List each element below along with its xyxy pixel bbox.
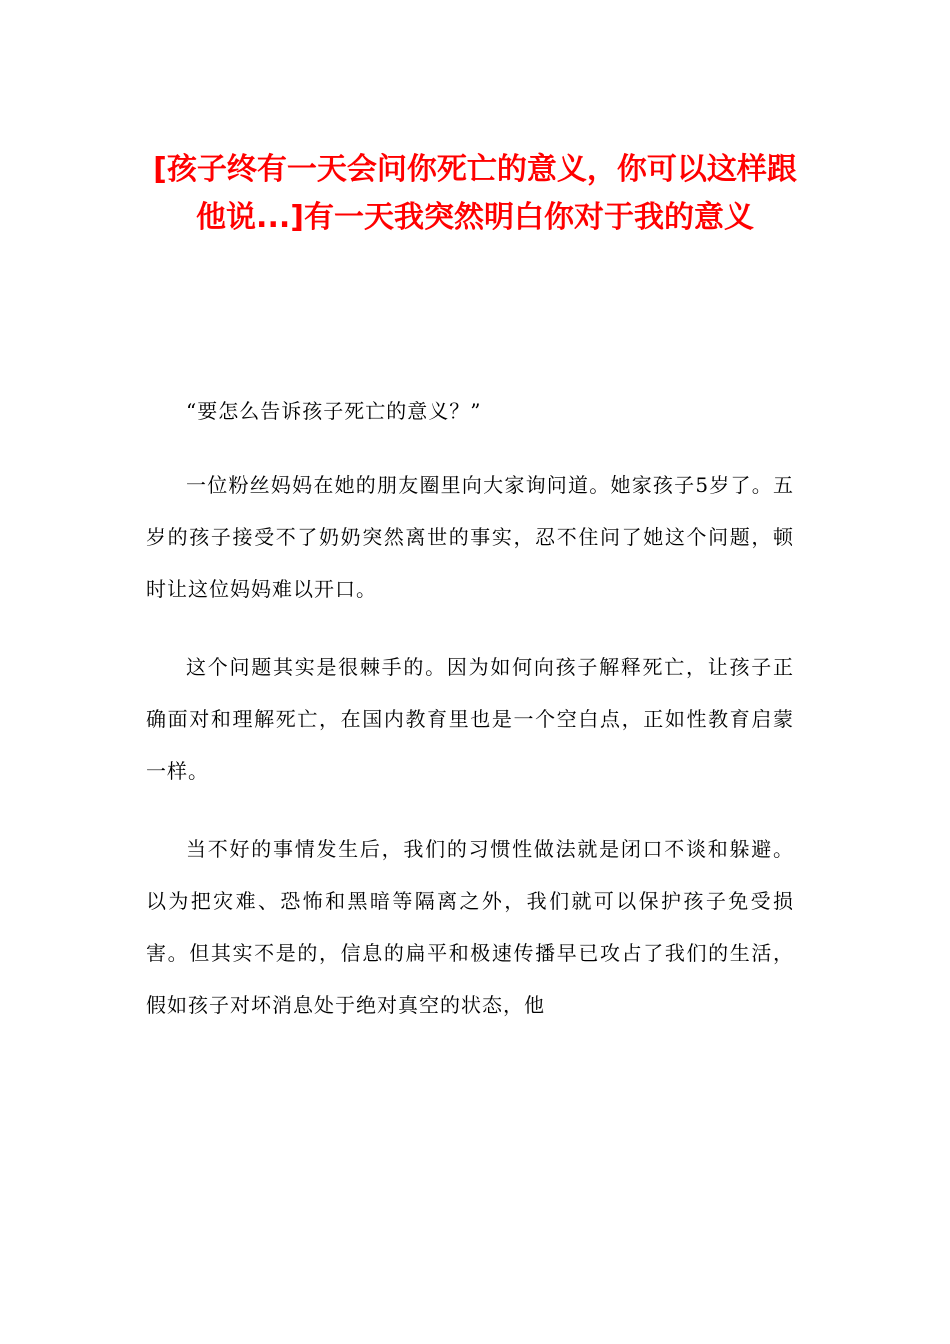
document-body (146, 385, 794, 1057)
document-title: [孩子终有一天会问你死亡的意义，你可以这样跟他说...]有一天我突然明白你对于我的意义 (153, 152, 797, 235)
paragraph: 当不好的事情发生后，我们的习惯性做法就是闭口不谈和躲避。以为把灾难、恐怖和黑暗等隔离之外，我们就可以保护孩子免受损害。但其实不是的，信息的扁平和极速传播早已攻占了我们的生活，假如孩子对坏消息处于绝对真空的状态，他 (146, 837, 794, 1017)
paragraph: 一位粉丝妈妈在她的朋友圈里向大家询问道。她家孩子5岁了。五岁的孩子接受不了奶奶突然离世的事实，忍不住问了她这个问题，顿时让这位妈妈难以开口。 (146, 473, 794, 601)
paragraph: 这个问题其实是很棘手的。因为如何向孩子解释死亡，让孩子正确面对和理解死亡，在国内教育里也是一个空白点，正如性教育启蒙一样。 (146, 655, 794, 783)
paragraph-quote: “要怎么告诉孩子死亡的意义？” (186, 399, 482, 423)
